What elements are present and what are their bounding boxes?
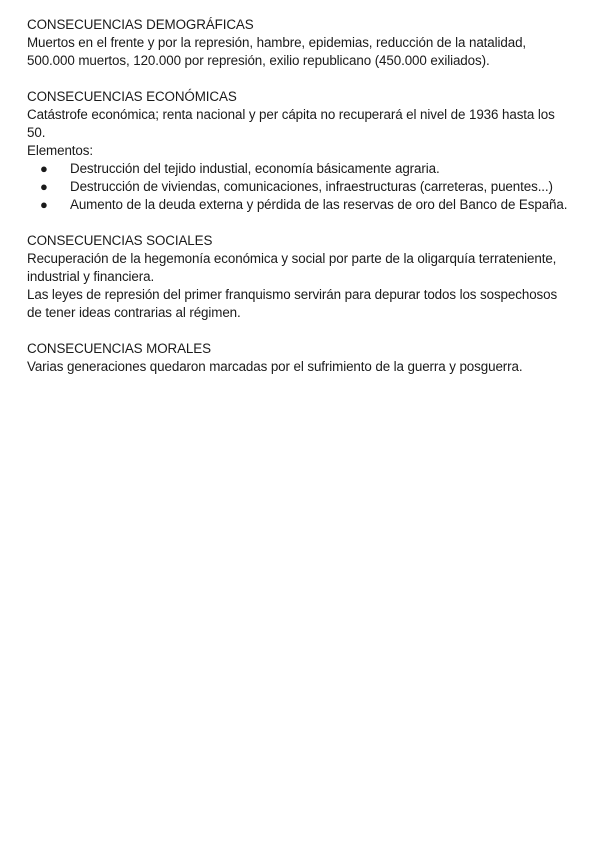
bullet-item [27,196,575,214]
bullet-dot-icon: ● [40,179,48,194]
section-paragraph: Catástrofe económica; renta nacional y per cápita no recuperará el nivel de 1936 hasta los 50. [27,107,555,140]
section-morales [27,340,575,376]
section-paragraph: Muertos en el frente y por la represión, hambre, epidemias, reducción de la natalidad, 500.000 muertos, 120.000 por represión, exilio republicano (450.000 exiliados). [27,35,527,68]
bullet-list [27,160,575,214]
section-paragraph: Varias generaciones quedaron marcadas por el sufrimiento de la guerra y posguerra. [27,359,523,374]
section-economicas [27,88,575,214]
bullet-text: Destrucción de viviendas, comunicaciones, infraestructuras (carreteras, puentes...) [70,179,553,194]
bullet-item [27,160,575,178]
section-heading: CONSECUENCIAS MORALES [27,341,211,356]
bullet-item [27,178,575,196]
section-heading: CONSECUENCIAS DEMOGRÁFICAS [27,17,254,32]
bullet-dot-icon: ● [40,197,48,212]
section-paragraph: Recuperación de la hegemonía económica y social por parte de la oligarquía terrateniente, industrial y financiera. [27,251,557,284]
bullet-text: Destrucción del tejido industial, economía básicamente agraria. [70,161,440,176]
bullet-text: Aumento de la deuda externa y pérdida de las reservas de oro del Banco de España. [70,197,568,212]
section-paragraph: Las leyes de represión del primer franquismo servirán para depurar todos los sospechosos de tener ideas contrarias al régimen. [27,287,558,320]
document-page [27,16,575,394]
section-heading: CONSECUENCIAS SOCIALES [27,233,213,248]
section-paragraph-elementos: Elementos: [27,143,93,158]
section-demograficas [27,16,575,70]
section-heading: CONSECUENCIAS ECONÓMICAS [27,89,237,104]
bullet-dot-icon: ● [40,161,48,176]
section-sociales [27,232,575,322]
